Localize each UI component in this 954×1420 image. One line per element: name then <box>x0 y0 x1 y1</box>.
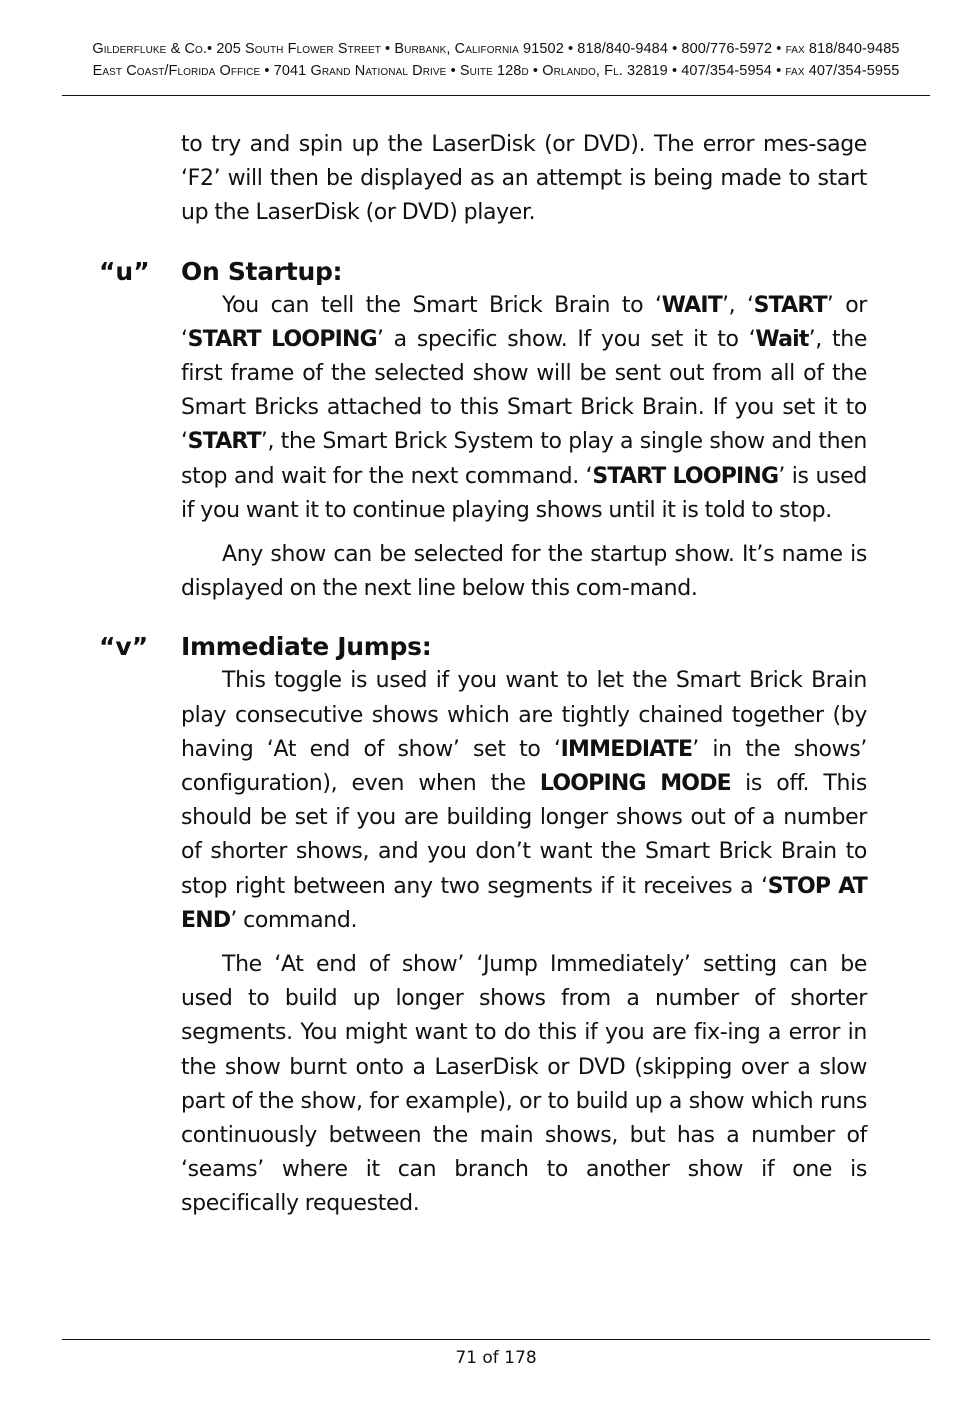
header-line-1: Gilderfluke & Co.• 205 South Flower Street • Burbank, California 91502 • 818/840-9484 • 800/776-5972 • fax 818/840-9485 <box>92 41 900 57</box>
section-title: On Startup: <box>181 256 343 286</box>
section-on-startup <box>99 255 868 607</box>
startup-paragraph-1: You can tell the Smart Brick Brain to ‘WAIT’, ‘START’ or ‘START LOOPING’ a specific show. If you set it to ‘Wait’, the first frame of the selected show will be sent out from all of the Smart Bricks attached to this Smart Brick Brain. If you set it to ‘START’, the Smart Brick System to play a single show and then stop and wait for the next command. ‘START LOOPING’ is used if you want it to continue playing shows until it is told to stop. <box>181 292 868 523</box>
jumps-paragraph-2: The ‘At end of show’ ‘Jump Immediately’ setting can be used to build up longer shows from a number of shorter segments. You might want to do this if you are fix-ing a error in the show burnt onto a LaserDisk or DVD (skipping over a slow part of the show, for example), or to build up a show which runs continuously between the main shows, but has a number of ‘seams’ where it can branch to another show if one is specifically requested. <box>181 952 867 1217</box>
header-divider <box>62 95 930 96</box>
keyword-wait-2: Wait <box>755 326 809 352</box>
page-header <box>62 38 930 82</box>
keyword-stop-at-end: STOP AT END <box>181 873 868 933</box>
section-marker: “v” <box>99 632 149 662</box>
page-body <box>99 128 868 1222</box>
keyword-start-2: START <box>187 429 261 455</box>
keyword-looping-mode: LOOPING MODE <box>539 771 731 797</box>
section-title: Immediate Jumps: <box>181 632 432 662</box>
keyword-immediate: IMMEDIATE <box>560 736 693 762</box>
section-marker: “u” <box>99 256 150 286</box>
header-line-2: East Coast/Florida Office • 7041 Grand National Drive • Suite 128d • Orlando, Fl. 32819 • 407/354-5954 • fax 407/354-5955 <box>92 63 900 79</box>
keyword-wait: WAIT <box>661 292 722 318</box>
keyword-start: START <box>753 292 827 318</box>
footer-divider <box>62 1339 930 1340</box>
intro-paragraph: to try and spin up the LaserDisk (or DVD). The error mes-sage ‘F2’ will then be displayed as an attempt is being made to start up the LaserDisk (or DVD) player. <box>181 132 867 226</box>
jumps-paragraph-1: This toggle is used if you want to let the Smart Brick Brain play consecutive shows which are tightly chained together (by having ‘At end of show’ set to ‘IMMEDIATE’ in the shows’ configuration), even when the LOOPING MODE is off. This should be set if you are building longer shows out of a number of shorter shows, and you don’t want the Smart Brick Brain to stop right between any two segments if it receives a ‘STOP AT END’ command. <box>181 668 868 933</box>
page-number: 71 of 178 <box>455 1348 537 1368</box>
section-immediate-jumps <box>99 630 868 1221</box>
keyword-start-looping: START LOOPING <box>187 326 377 352</box>
keyword-start-looping-2: START LOOPING <box>592 463 779 489</box>
startup-paragraph-2: Any show can be selected for the startup show. It’s name is displayed on the next line below this com-mand. <box>181 542 867 602</box>
